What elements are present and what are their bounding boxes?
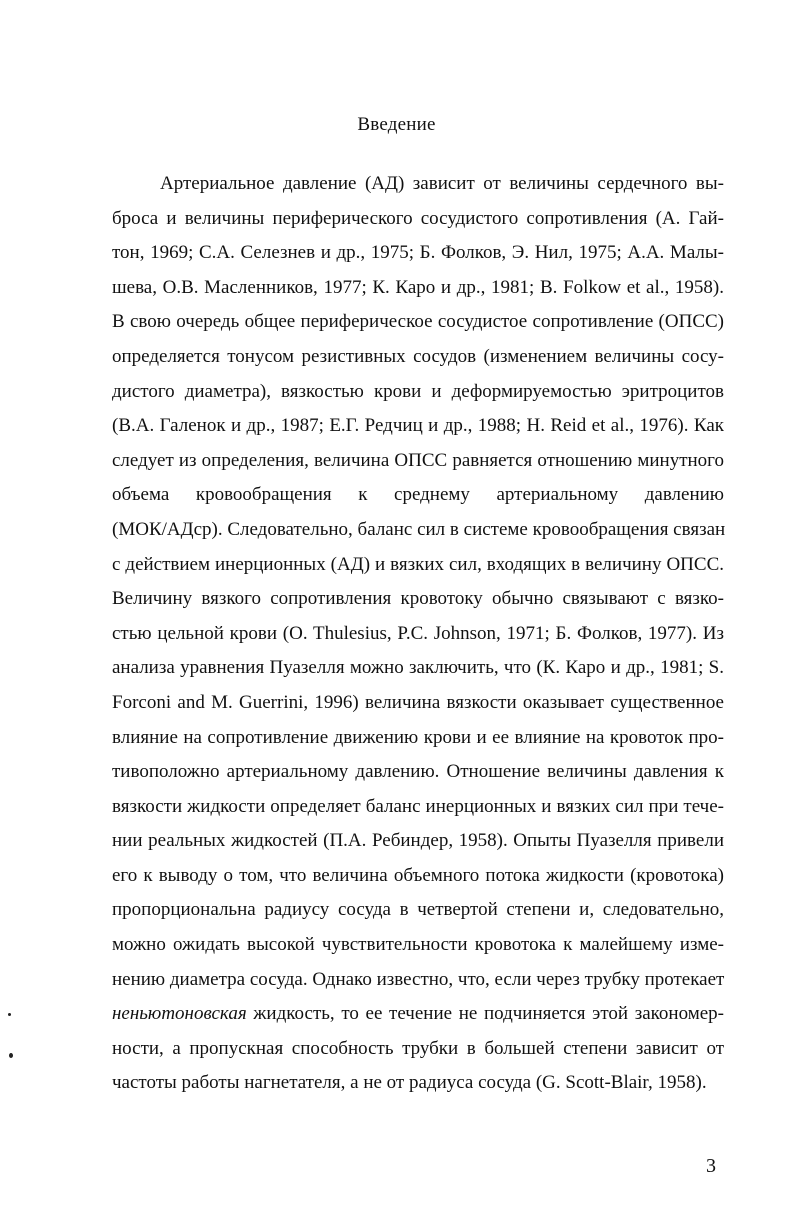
page-number: 3: [706, 1155, 716, 1177]
text-line: тон, 1969; С.А. Селезнев и др., 1975; Б. Фолков, Э. Нил, 1975; А.А. Малы-: [112, 242, 724, 264]
text-line: вязкости жидкости определяет баланс инерционных и вязких сил при тече-: [112, 795, 724, 817]
text-line: стью цельной крови (O. Thulesius, P.C. Johnson, 1971; Б. Фолков, 1977). Из: [112, 622, 724, 644]
section-heading: Введение: [357, 114, 436, 135]
text-line: В свою очередь общее периферическое сосудистое сопротивление (ОПСС): [112, 311, 724, 333]
text-line: пропорциональна радиусу сосуда в четвертой степени и, следовательно,: [112, 899, 724, 921]
text-line: броса и величины периферического сосудистого сопротивления (А. Гай-: [112, 207, 724, 229]
text-line: [112, 997, 724, 1032]
text-line: нии реальных жидкостей (П.А. Ребиндер, 1958). Опыты Пуазелля привели: [112, 830, 724, 852]
scan-speck: [8, 1013, 11, 1016]
text-line: можно ожидать высокой чувствительности кровотока к малейшему изме-: [112, 934, 724, 956]
text-line: влияние на сопротивление движению крови и ее влияние на кровоток про-: [112, 726, 724, 748]
text-line: Величину вязкого сопротивления кровотоку обычно связывают с вязко-: [112, 588, 724, 610]
text-line: ности, а пропускная способность трубки в большей степени зависит от: [112, 1037, 724, 1059]
text-line: с действием инерционных (АД) и вязких сил, входящих в величину ОПСС.: [112, 553, 724, 575]
text-line: нению диаметра сосуда. Однако известно, что, если через трубку протекает: [112, 968, 725, 990]
text-line: (В.А. Галенок и др., 1987; Е.Г. Редчиц и др., 1988; H. Reid et al., 1976). Как: [112, 415, 724, 437]
italic-term: неньютоновская: [112, 1003, 247, 1025]
text-line: определяется тонусом резистивных сосудов (изменением величины сосу-: [112, 345, 724, 367]
text-fragment: жидкость, то ее течение не подчиняется этой закономер-: [246, 1003, 724, 1025]
text-line: дистого диаметра), вязкостью крови и деформируемостью эритроцитов: [112, 380, 724, 402]
text-line: частоты работы нагнетателя, а не от радиуса сосуда (G. Scott-Blair, 1958).: [112, 1072, 707, 1094]
body-paragraph: [112, 167, 724, 1101]
text-line: тивоположно артериальному давлению. Отношение величины давления к: [112, 761, 724, 783]
text-line: Forconi and M. Guerrini, 1996) величина вязкости оказывает существенное: [112, 691, 724, 713]
scan-speck: [9, 1053, 13, 1058]
text-line: его к выводу о том, что величина объемного потока жидкости (кровотока): [112, 864, 724, 886]
text-line: следует из определения, величина ОПСС равняется отношению минутного: [112, 449, 724, 471]
text-line: (МОК/АДср). Следовательно, баланс сил в системе кровообращения связан: [112, 518, 726, 540]
text-line: Артериальное давление (АД) зависит от величины сердечного вы-: [160, 173, 724, 194]
text-line: объема кровообращения к среднему артериальному давлению: [112, 484, 724, 506]
text-line: шева, О.В. Масленников, 1977; К. Каро и др., 1981; B. Folkow et al., 1958).: [112, 276, 724, 298]
text-line: анализа уравнения Пуазелля можно заключить, что (К. Каро и др., 1981; S.: [112, 657, 724, 679]
